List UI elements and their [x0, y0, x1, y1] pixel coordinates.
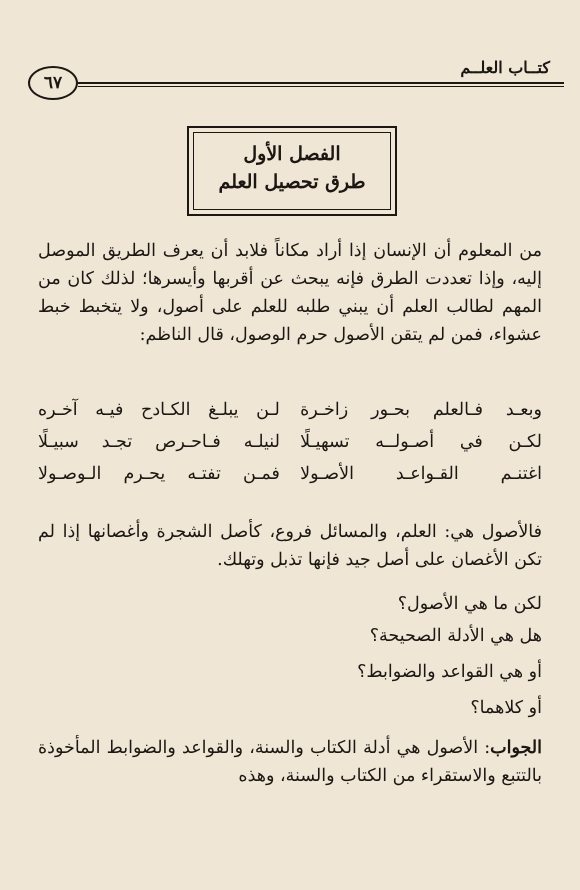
header-rule-thin: [78, 86, 564, 87]
question-line: أو هي القواعد والضوابط؟: [357, 662, 542, 682]
question-line: أو كلاهما؟: [470, 698, 542, 718]
poem-hemistich-right: وبعـد فـالعلم بحـور زاخـرة: [300, 400, 542, 420]
answer-paragraph: [38, 734, 542, 790]
poem-verse: [38, 458, 542, 490]
chapter-subtitle: طرق تحصيل العلم: [218, 171, 366, 193]
chapter-heading-inner-frame: [193, 132, 391, 210]
question-line: لكن ما هي الأصول؟: [397, 594, 542, 614]
chapter-heading-box: [187, 126, 397, 216]
poem-hemistich-left: لـن يبلـغ الكـادح فيـه آخـره: [38, 400, 280, 420]
poem-hemistich-left: لنيلـه فـاحـرص تجـد سبيـلًا: [38, 432, 280, 452]
header-rule: [78, 82, 564, 84]
poem-hemistich-right: لكـن في أصـولــه تسهيـلًا: [300, 432, 542, 452]
answer-label: الجواب: [490, 738, 542, 758]
poem-verse: [38, 426, 542, 458]
poem-hemistich-right: اغتنـم القـواعـد الأصـولا: [300, 464, 542, 484]
chapter-title: الفصل الأول: [243, 143, 341, 165]
answer-text: : الأصول هي أدلة الكتاب والسنة، والقواعد والضوابط المأخوذة بالتتبع والاستقراء من الكتاب والسنة، وهذه: [38, 738, 542, 786]
roots-paragraph: فالأصول هي: العلم، والمسائل فروع، كأصل الشجرة وأغصانها إذا لم تكن الأغصان على أصل جيد فإنها تذبل وتهلك.: [38, 522, 542, 570]
page-header: [20, 58, 564, 92]
running-title: كتــاب العلــم: [456, 58, 554, 77]
intro-paragraph: من المعلوم أن الإنسان إذا أراد مكاناً فلابد أن يعرف الطريق الموصل إليه، وإذا تعددت الطرق فإنه يبحث عن أقربها وأيسرها؛ لذلك كان من المهم لطالب العلم أن يبني طلبه للعلم على أصول، ولا يتخبط خبط عشواء، فمن لم يتقن الأصول حرم الوصول، قال الناظم:: [38, 241, 542, 345]
page-number: ٦٧: [28, 66, 78, 100]
poem-hemistich-left: فمـن تفتـه يحـرم الـوصـولا: [38, 464, 280, 484]
question-line: هل هي الأدلة الصحيحة؟: [369, 626, 542, 646]
poem-verse: [38, 394, 542, 426]
poem-block: [38, 394, 542, 490]
